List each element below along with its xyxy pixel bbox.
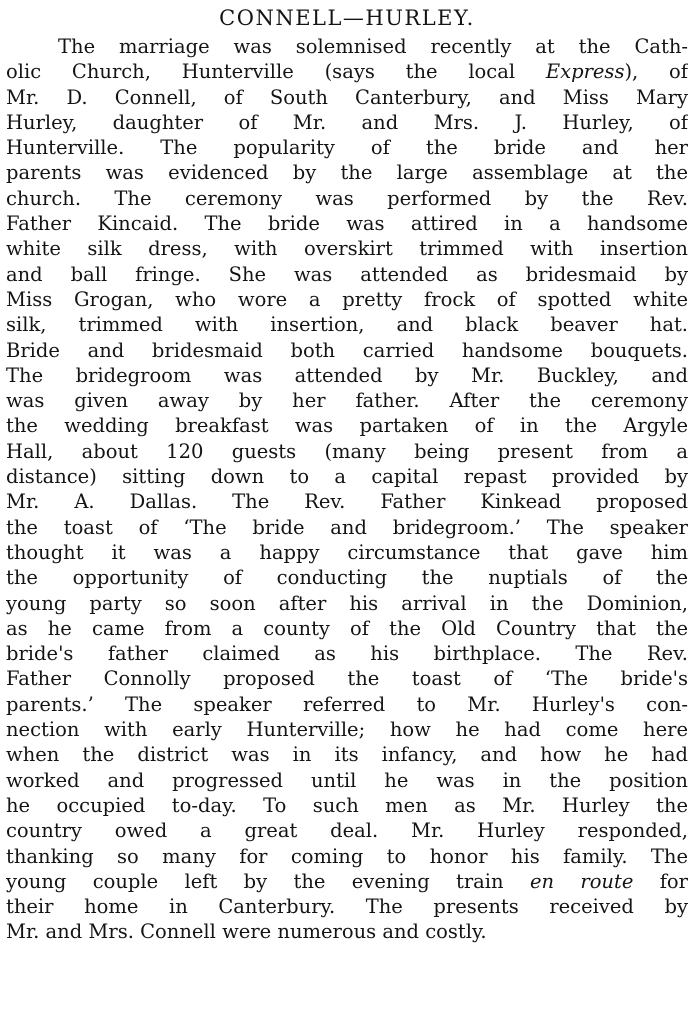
- article-line: [6, 211, 688, 236]
- text-segment: country owed a great deal. Mr. Hurley responded,: [6, 819, 688, 843]
- article-line: [6, 591, 688, 616]
- article-line: [6, 160, 688, 185]
- article-line: [6, 565, 688, 590]
- text-segment: the toast of ‘The bride and bridegroom.’ The speaker: [6, 515, 688, 539]
- text-segment: The marriage was solemnised recently at the Cath-: [58, 35, 688, 58]
- text-segment: Miss Grogan, who wore a pretty frock of spotted white: [6, 287, 688, 311]
- italic-text: en route: [529, 869, 634, 893]
- article-line: [6, 717, 688, 742]
- text-segment: was given away by her father. After the ceremony: [6, 389, 688, 413]
- text-segment: the wedding breakfast was partaken of in the Argyle: [6, 414, 688, 438]
- text-segment: olic Church, Hunterville (says the local: [6, 60, 546, 84]
- text-segment: Father Connolly proposed the toast of ‘The bride's: [6, 667, 688, 691]
- article-line: [6, 236, 688, 261]
- article-line: [6, 793, 688, 818]
- article-line: [6, 186, 688, 211]
- article-line: [6, 919, 688, 944]
- text-segment: The bridegroom was attended by Mr. Buckley, and: [6, 363, 688, 387]
- text-segment: Bride and bridesmaid both carried handsome bouquets.: [6, 338, 688, 362]
- text-segment: distance) sitting down to a capital repast provided by: [6, 465, 688, 489]
- text-segment: Hurley, daughter of Mr. and Mrs. J. Hurley, of: [6, 110, 688, 134]
- text-segment: parents was evidenced by the large assemblage at the: [6, 161, 688, 185]
- article-line: [6, 742, 688, 767]
- text-segment: thanking so many for coming to honor his family. The: [6, 844, 688, 868]
- text-segment: worked and progressed until he was in the position: [6, 768, 688, 792]
- article-line: [6, 338, 688, 363]
- text-segment: thought it was a happy circumstance that gave him: [6, 540, 688, 564]
- article-line: [6, 666, 688, 691]
- text-segment: Mr. and Mrs. Connell were numerous and costly.: [6, 920, 487, 944]
- text-segment: parents.’ The speaker referred to Mr. Hurley's con-: [6, 692, 688, 716]
- text-segment: white silk dress, with overskirt trimmed with insertion: [6, 237, 688, 261]
- article-line: [6, 59, 688, 84]
- article-line: [6, 616, 688, 641]
- article-body: [6, 34, 688, 945]
- article-line: [6, 135, 688, 160]
- text-segment: young couple left by the evening train: [6, 869, 530, 893]
- text-segment: nection with early Hunterville; how he had come here: [6, 718, 688, 742]
- text-segment: ), of: [624, 60, 688, 84]
- text-segment: and ball fringe. She was attended as bridesmaid by: [6, 262, 688, 286]
- newspaper-article: [6, 4, 688, 945]
- article-line: [6, 641, 688, 666]
- article-line: [6, 413, 688, 438]
- article-line: [6, 768, 688, 793]
- text-segment: their home in Canterbury. The presents received by: [6, 895, 688, 919]
- text-segment: Hall, about 120 guests (many being present from a: [6, 439, 688, 463]
- article-line: [6, 894, 688, 919]
- text-segment: Father Kincaid. The bride was attired in a handsome: [6, 212, 688, 236]
- article-line: [6, 692, 688, 717]
- article-line: [6, 262, 688, 287]
- article-line: [6, 85, 688, 110]
- article-line: [6, 388, 688, 413]
- article-line: [6, 110, 688, 135]
- article-line: [6, 818, 688, 843]
- italic-text: Express: [545, 60, 625, 84]
- article-line: [6, 844, 688, 869]
- text-segment: Mr. D. Connell, of South Canterbury, and Miss Mary: [6, 85, 688, 109]
- article-line: [6, 464, 688, 489]
- text-segment: bride's father claimed as his birthplace. The Rev.: [6, 642, 688, 666]
- text-segment: as he came from a county of the Old Country that the: [6, 616, 688, 640]
- article-line: [6, 287, 688, 312]
- text-segment: young party so soon after his arrival in the Dominion,: [6, 591, 688, 615]
- text-segment: when the district was in its infancy, and how he had: [6, 743, 688, 767]
- article-line: [6, 439, 688, 464]
- article-headline: CONNELL—HURLEY.: [219, 6, 475, 30]
- text-segment: the opportunity of conducting the nuptials of the: [6, 566, 688, 590]
- text-segment: he occupied to-day. To such men as Mr. Hurley the: [6, 793, 688, 817]
- article-line: [6, 869, 688, 894]
- text-segment: Hunterville. The popularity of the bride and her: [6, 136, 688, 160]
- text-segment: Mr. A. Dallas. The Rev. Father Kinkead proposed: [6, 490, 688, 514]
- text-segment: church. The ceremony was performed by the Rev.: [6, 186, 688, 210]
- text-segment: silk, trimmed with insertion, and black beaver hat.: [6, 313, 688, 337]
- article-line: [6, 489, 688, 514]
- article-line: [6, 34, 688, 59]
- text-segment: for: [633, 869, 688, 893]
- article-line: [6, 540, 688, 565]
- article-line: [6, 363, 688, 388]
- article-line: [6, 312, 688, 337]
- article-line: [6, 515, 688, 540]
